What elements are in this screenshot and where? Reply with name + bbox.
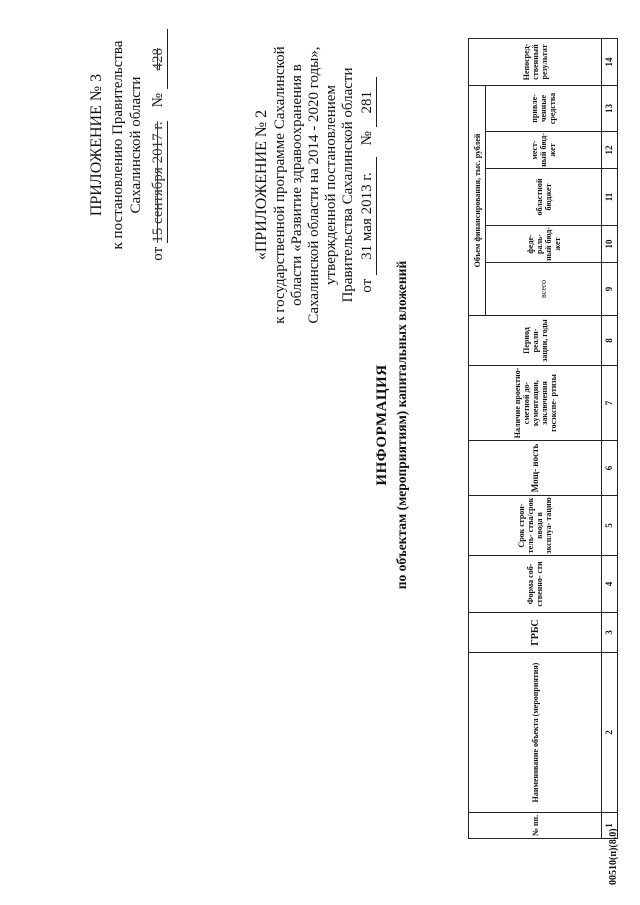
prior-line-4: утвержденной постановлением bbox=[323, 85, 339, 285]
appendix-line-1: к постановлению Правительства bbox=[110, 40, 126, 250]
header-financing-group: Объем финансирования, тыс. рублей bbox=[469, 85, 486, 315]
column-number: 7 bbox=[602, 366, 618, 441]
prior-line-1: к государственной программе Сахалинской bbox=[272, 46, 288, 324]
heading-subtitle: по объектам (мероприятиям) капитальных вложений bbox=[394, 260, 409, 590]
header-name: Наименование объекта (мероприятия) bbox=[469, 653, 602, 813]
header-capacity: Мощ- ность bbox=[469, 441, 602, 496]
column-number: 12 bbox=[602, 132, 618, 169]
document-code: 00510(п)(8.0) bbox=[608, 828, 619, 885]
header-regional: областной бюджет bbox=[486, 169, 602, 226]
appendix-block bbox=[88, 15, 168, 275]
header-attracted: привле- ченные средства bbox=[486, 85, 602, 131]
column-number: 8 bbox=[602, 316, 618, 366]
header-period: Период реали- зации, годы bbox=[469, 316, 602, 366]
header-total: всего bbox=[486, 263, 602, 316]
column-number: 13 bbox=[602, 85, 618, 131]
column-number: 4 bbox=[602, 556, 618, 613]
column-number: 5 bbox=[602, 496, 618, 556]
prior-appendix-block bbox=[253, 20, 377, 350]
column-number: 1 bbox=[602, 813, 618, 839]
header-term: Срок строи- тель- ства/срок ввода в эксплуа- тацию bbox=[469, 496, 602, 556]
header-federal: феде- раль- ный бюд- жет bbox=[486, 226, 602, 263]
column-number: 11 bbox=[602, 169, 618, 226]
prior-date: 31 мая 2013 г. bbox=[359, 157, 377, 275]
capital-investments-table bbox=[468, 38, 618, 839]
heading-title: ИНФОРМАЦИЯ bbox=[374, 364, 390, 486]
prior-line-2: области «Развитие здравоохранения в bbox=[289, 64, 305, 306]
document-heading bbox=[373, 245, 411, 605]
appendix-line-2: Сахалинской области bbox=[128, 76, 144, 214]
column-number: 3 bbox=[602, 613, 618, 653]
header-ownership: Форма соб- ственно- сти bbox=[469, 556, 602, 613]
prior-line-3: Сахалинской области на 2014 - 2020 годы», bbox=[306, 46, 322, 324]
appendix-title: ПРИЛОЖЕНИЕ № 3 bbox=[88, 73, 105, 217]
table-header-row-1 bbox=[469, 38, 486, 838]
header-result: Непосред- ственный результат bbox=[469, 38, 602, 85]
column-number: 9 bbox=[602, 263, 618, 316]
appendix-number-label: № bbox=[150, 93, 166, 108]
prior-from-label: от bbox=[359, 278, 375, 293]
appendix-number: 428 bbox=[149, 29, 168, 89]
header-no: № пп. bbox=[469, 813, 602, 839]
appendix-date-line bbox=[149, 15, 168, 275]
header-docs: Наличие проектно- сметной до- кументации, заключения госэкспе- ртизы bbox=[469, 366, 602, 441]
header-grbs: ГРБС bbox=[469, 613, 602, 653]
prior-title: «ПРИЛОЖЕНИЕ № 2 bbox=[253, 109, 270, 261]
appendix-from-label: от bbox=[150, 246, 166, 261]
column-number: 10 bbox=[602, 226, 618, 263]
prior-number: 281 bbox=[359, 77, 377, 127]
column-number: 6 bbox=[602, 441, 618, 496]
prior-line-5: Правительства Сахалинской области bbox=[340, 67, 356, 303]
column-numbers-row bbox=[602, 38, 618, 838]
prior-number-label: № bbox=[359, 131, 375, 146]
appendix-date: 15 сентября 2017 г. bbox=[150, 121, 166, 243]
column-number: 14 bbox=[602, 38, 618, 85]
column-number: 2 bbox=[602, 653, 618, 813]
header-local: мест- ный бюд- жет bbox=[486, 132, 602, 169]
